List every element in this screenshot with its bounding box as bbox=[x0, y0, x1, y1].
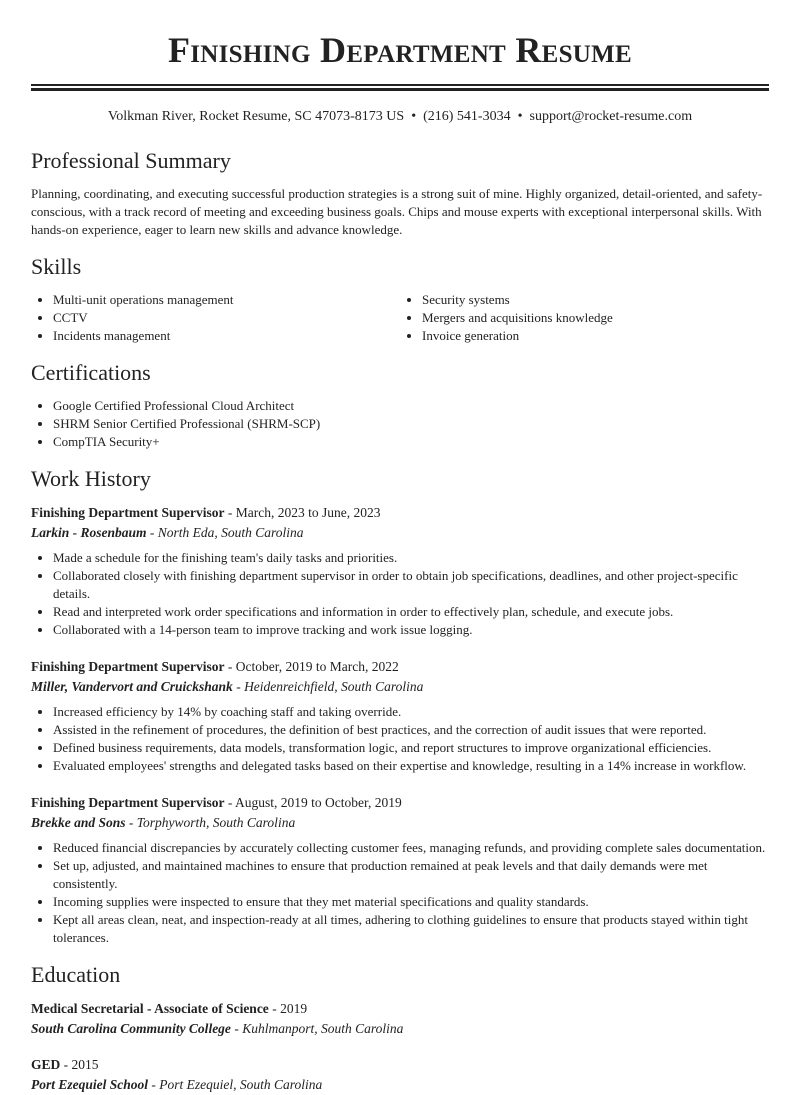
job-bullets bbox=[31, 839, 769, 947]
company-line: Miller, Vandervort and Cruickshank - Heidenreichfield, South Carolina bbox=[31, 679, 424, 694]
divider-line-thin bbox=[31, 84, 769, 86]
job-title: Finishing Department Supervisor bbox=[31, 659, 225, 674]
school-line: Port Ezequiel School - Port Ezequiel, South Carolina bbox=[31, 1077, 323, 1092]
company-line: Brekke and Sons - Torphyworth, South Carolina bbox=[31, 815, 296, 830]
skill-item: • Multi-unit operations management bbox=[53, 291, 400, 309]
section-heading-education: Education bbox=[31, 962, 121, 987]
school-location: Port Ezequiel, South Carolina bbox=[159, 1077, 323, 1092]
job-title-line: Finishing Department Supervisor - March, 2023 to June, 2023 bbox=[31, 505, 381, 520]
job-dates: October, 2019 to March, 2022 bbox=[235, 659, 399, 674]
skills-column-left bbox=[31, 291, 400, 345]
school-line: South Carolina Community College - Kuhlmanport, South Carolina bbox=[31, 1021, 404, 1036]
certification-item: • Google Certified Professional Cloud Architect bbox=[53, 397, 769, 415]
section-heading-summary: Professional Summary bbox=[31, 148, 231, 173]
job-title: Finishing Department Supervisor bbox=[31, 505, 225, 520]
certifications-list bbox=[31, 397, 769, 451]
job-title-line: Finishing Department Supervisor - August, 2019 to October, 2019 bbox=[31, 795, 402, 810]
job-bullet: • Read and interpreted work order specifications and information in order to effectively plan, schedule, and execute jobs. bbox=[53, 603, 769, 621]
job-dates: March, 2023 to June, 2023 bbox=[235, 505, 381, 520]
job-bullet: • Collaborated closely with finishing department supervisor in order to obtain job specifications, deadlines, and other project-specific details. bbox=[53, 567, 769, 603]
section-heading-skills: Skills bbox=[31, 254, 82, 279]
section-heading-certifications: Certifications bbox=[31, 360, 151, 385]
resume-title: Finishing Department Resume bbox=[167, 30, 633, 70]
skill-item: • Incidents management bbox=[53, 327, 400, 345]
certification-item: • SHRM Senior Certified Professional (SHRM-SCP) bbox=[53, 415, 769, 433]
job-bullet: • Evaluated employees' strengths and delegated tasks based on their expertise and knowledge, resulting in a 14% increase in workflow. bbox=[53, 757, 769, 775]
job-bullet: • Set up, adjusted, and maintained machines to ensure that production remained at peak levels and that daily demands were met consistently. bbox=[53, 857, 769, 893]
section-heading-work-history: Work History bbox=[31, 466, 151, 491]
job-title-line: Finishing Department Supervisor - October, 2019 to March, 2022 bbox=[31, 659, 399, 674]
school-name: Port Ezequiel School bbox=[31, 1077, 149, 1092]
contact-phone: (216) 541-3034 bbox=[423, 109, 511, 124]
degree-name: GED bbox=[31, 1057, 61, 1072]
education-entry bbox=[31, 999, 769, 1039]
degree-year: 2019 bbox=[280, 1001, 308, 1016]
divider-line-thick bbox=[31, 88, 769, 91]
job-bullet: • Increased efficiency by 14% by coaching staff and taking override. bbox=[53, 703, 769, 721]
skills-list bbox=[31, 291, 769, 345]
school-location: Kuhlmanport, South Carolina bbox=[242, 1021, 404, 1036]
school-name: South Carolina Community College bbox=[31, 1021, 231, 1036]
job-dates: August, 2019 to October, 2019 bbox=[235, 795, 402, 810]
job-bullet: • Assisted in the refinement of procedures, the definition of best practices, and the correction of audit issues that were reported. bbox=[53, 721, 769, 739]
degree-year: 2015 bbox=[71, 1057, 99, 1072]
skill-item: • Security systems bbox=[422, 291, 769, 309]
skill-item: • CCTV bbox=[53, 309, 400, 327]
job-bullet: • Collaborated with a 14-person team to improve tracking and work issue logging. bbox=[53, 621, 769, 639]
company-name: Larkin - Rosenbaum bbox=[31, 525, 147, 540]
job-entry bbox=[31, 503, 769, 639]
company-name: Miller, Vandervort and Cruickshank bbox=[31, 679, 233, 694]
contact-separator: • bbox=[517, 109, 523, 124]
company-location: Heidenreichfield, South Carolina bbox=[244, 679, 424, 694]
skill-item: • Mergers and acquisitions knowledge bbox=[422, 309, 769, 327]
company-line: Larkin - Rosenbaum - North Eda, South Carolina bbox=[31, 525, 304, 540]
company-location: Torphyworth, South Carolina bbox=[136, 815, 296, 830]
job-bullet: • Kept all areas clean, neat, and inspection-ready at all times, adhering to clothing guidelines to ensure that products stayed within tight tolerances. bbox=[53, 911, 769, 947]
contact-line bbox=[31, 107, 769, 127]
job-title: Finishing Department Supervisor bbox=[31, 795, 225, 810]
job-bullet: • Defined business requirements, data models, transformation logic, and report structures to improve organizational efficiencies. bbox=[53, 739, 769, 757]
job-bullet: • Made a schedule for the finishing team's daily tasks and priorities. bbox=[53, 549, 769, 567]
job-bullets bbox=[31, 703, 769, 775]
company-location: North Eda, South Carolina bbox=[157, 525, 304, 540]
degree-name: Medical Secretarial - Associate of Science bbox=[31, 1001, 269, 1016]
contact-separator: • bbox=[411, 109, 417, 124]
skill-item: • Invoice generation bbox=[422, 327, 769, 345]
degree-line: Medical Secretarial - Associate of Science - 2019 bbox=[31, 1001, 308, 1016]
degree-line: GED - 2015 bbox=[31, 1057, 99, 1072]
summary-text: Planning, coordinating, and executing successful production strategies is a strong suit of mine. Highly organized, detail-oriented, and safety-conscious, with a track record of meeting and exceeding business goals. Chips and mouse experts with exceptional interpersonal skills. With hands-on experience, eager to learn new skills and advance knowledge. bbox=[31, 186, 763, 237]
job-bullet: • Reduced financial discrepancies by accurately collecting customer fees, managing refunds, and providing complete sales documentation. bbox=[53, 839, 769, 857]
job-entry bbox=[31, 793, 769, 947]
job-entry bbox=[31, 657, 769, 775]
company-name: Brekke and Sons bbox=[31, 815, 126, 830]
contact-address: Volkman River, Rocket Resume, SC 47073-8173 US bbox=[107, 109, 405, 124]
skills-column-right bbox=[400, 291, 769, 345]
job-bullets bbox=[31, 549, 769, 639]
contact-email[interactable]: support@rocket-resume.com bbox=[529, 109, 693, 124]
education-entry bbox=[31, 1055, 769, 1095]
certification-item: • CompTIA Security+ bbox=[53, 433, 769, 451]
job-bullet: • Incoming supplies were inspected to ensure that they met material specifications and quality standards. bbox=[53, 893, 769, 911]
title-divider bbox=[31, 84, 769, 91]
